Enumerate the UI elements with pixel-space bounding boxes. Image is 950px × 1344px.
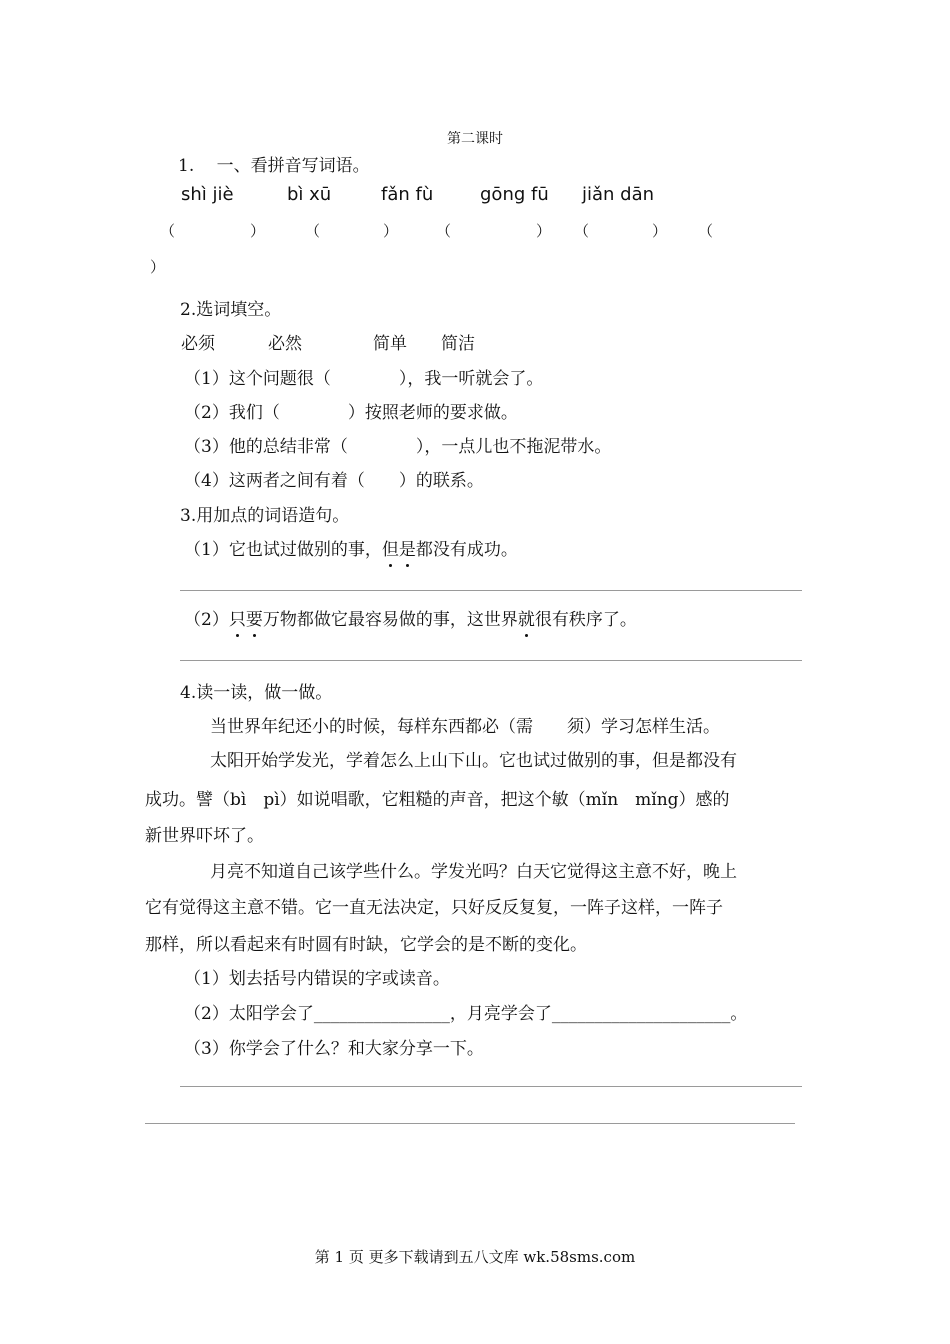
dotted-char: 但: [381, 540, 399, 560]
page-footer: 第 1 页 更多下载请到五八文库 wk.58sms.com: [314, 1248, 636, 1266]
dotted-char: 只: [228, 610, 246, 630]
sentence-text: 很有秩序了。: [534, 610, 637, 630]
dotted-char: 就: [517, 610, 535, 630]
pinyin-4: gōng fū: [480, 184, 549, 205]
paren-close: ）: [150, 258, 166, 276]
paren-close: ）: [250, 222, 266, 240]
passage-para-3-line-1: 月亮不知道自己该学些什么。学发光吗？白天它觉得这主意不好，晚上: [210, 862, 737, 882]
passage-para-2-line-2: 成功。譬（bì pì）如说唱歌，它粗糙的声音，把这个敏（mǐn mǐng）感的: [145, 790, 730, 810]
passage-para-3-line-2: 它有觉得这主意不错。它一直无法决定，只好反反复复，一阵子这样，一阵子: [145, 898, 723, 918]
q1-heading: 1. 一、看拼音写词语。: [178, 156, 370, 176]
fill-item-3: （3）他的总结非常（ ），一点儿也不拖泥带水。: [184, 437, 612, 457]
pinyin-3: fǎn fù: [381, 184, 434, 205]
sentence-text: （1）它也试过做别的事，: [184, 540, 382, 560]
task-1: （1）划去括号内错误的字或读音。: [184, 969, 450, 989]
paren-close: ）: [383, 222, 399, 240]
fill-item-2: （2）我们（ ）按照老师的要求做。: [184, 403, 518, 423]
passage-para-1: 当世界年纪还小的时候，每样东西都必（需 须）学习怎样生活。: [210, 717, 720, 737]
pinyin-1: shì jiè: [181, 184, 234, 205]
q2-heading: 2.选词填空。: [180, 300, 282, 320]
word-option: 必须: [181, 334, 215, 354]
q4-heading: 4.读一读，做一做。: [180, 683, 333, 703]
paren-open: （: [160, 222, 176, 240]
paren-open: （: [574, 222, 590, 240]
paren-close: ）: [536, 222, 552, 240]
answer-line: [180, 590, 802, 591]
paren-open: （: [436, 222, 452, 240]
sentence-item-1: [184, 535, 518, 560]
paren-close: ）: [652, 222, 668, 240]
word-option: 简单: [373, 334, 407, 354]
passage-para-2-line-1: 太阳开始学发光，学着怎么上山下山。它也试过做别的事，但是都没有: [210, 751, 737, 771]
dotted-char: 要: [245, 610, 263, 630]
page-title: 第二课时: [447, 131, 503, 147]
passage-para-2-line-3: 新世界吓坏了。: [145, 826, 264, 846]
dotted-char: 是: [398, 540, 416, 560]
fill-item-4: （4）这两者之间有着（ ）的联系。: [184, 471, 484, 491]
sentence-text: （2）: [184, 610, 229, 630]
pinyin-2: bì xū: [287, 184, 332, 205]
sentence-text: 万物都做它最容易做的事，这世界: [262, 610, 518, 630]
word-option: 必然: [268, 334, 302, 354]
paren-open: （: [698, 222, 714, 240]
paren-open: （: [305, 222, 321, 240]
sentence-text: 都没有成功。: [415, 540, 518, 560]
passage-para-3-line-3: 那样，所以看起来有时圆有时缺，它学会的是不断的变化。: [145, 935, 587, 955]
q3-heading: 3.用加点的词语造句。: [180, 506, 350, 526]
sentence-item-2: [184, 605, 637, 630]
pinyin-5: jiǎn dān: [582, 184, 655, 205]
fill-item-1: （1）这个问题很（ ），我一听就会了。: [184, 369, 544, 389]
answer-line: [145, 1123, 795, 1124]
answer-line: [180, 660, 802, 661]
task-2: （2）太阳学会了________________，月亮学会了_____________________。: [184, 1004, 748, 1024]
task-3: （3）你学会了什么？和大家分享一下。: [184, 1039, 484, 1059]
answer-line: [180, 1086, 802, 1087]
word-option: 简洁: [441, 334, 475, 354]
